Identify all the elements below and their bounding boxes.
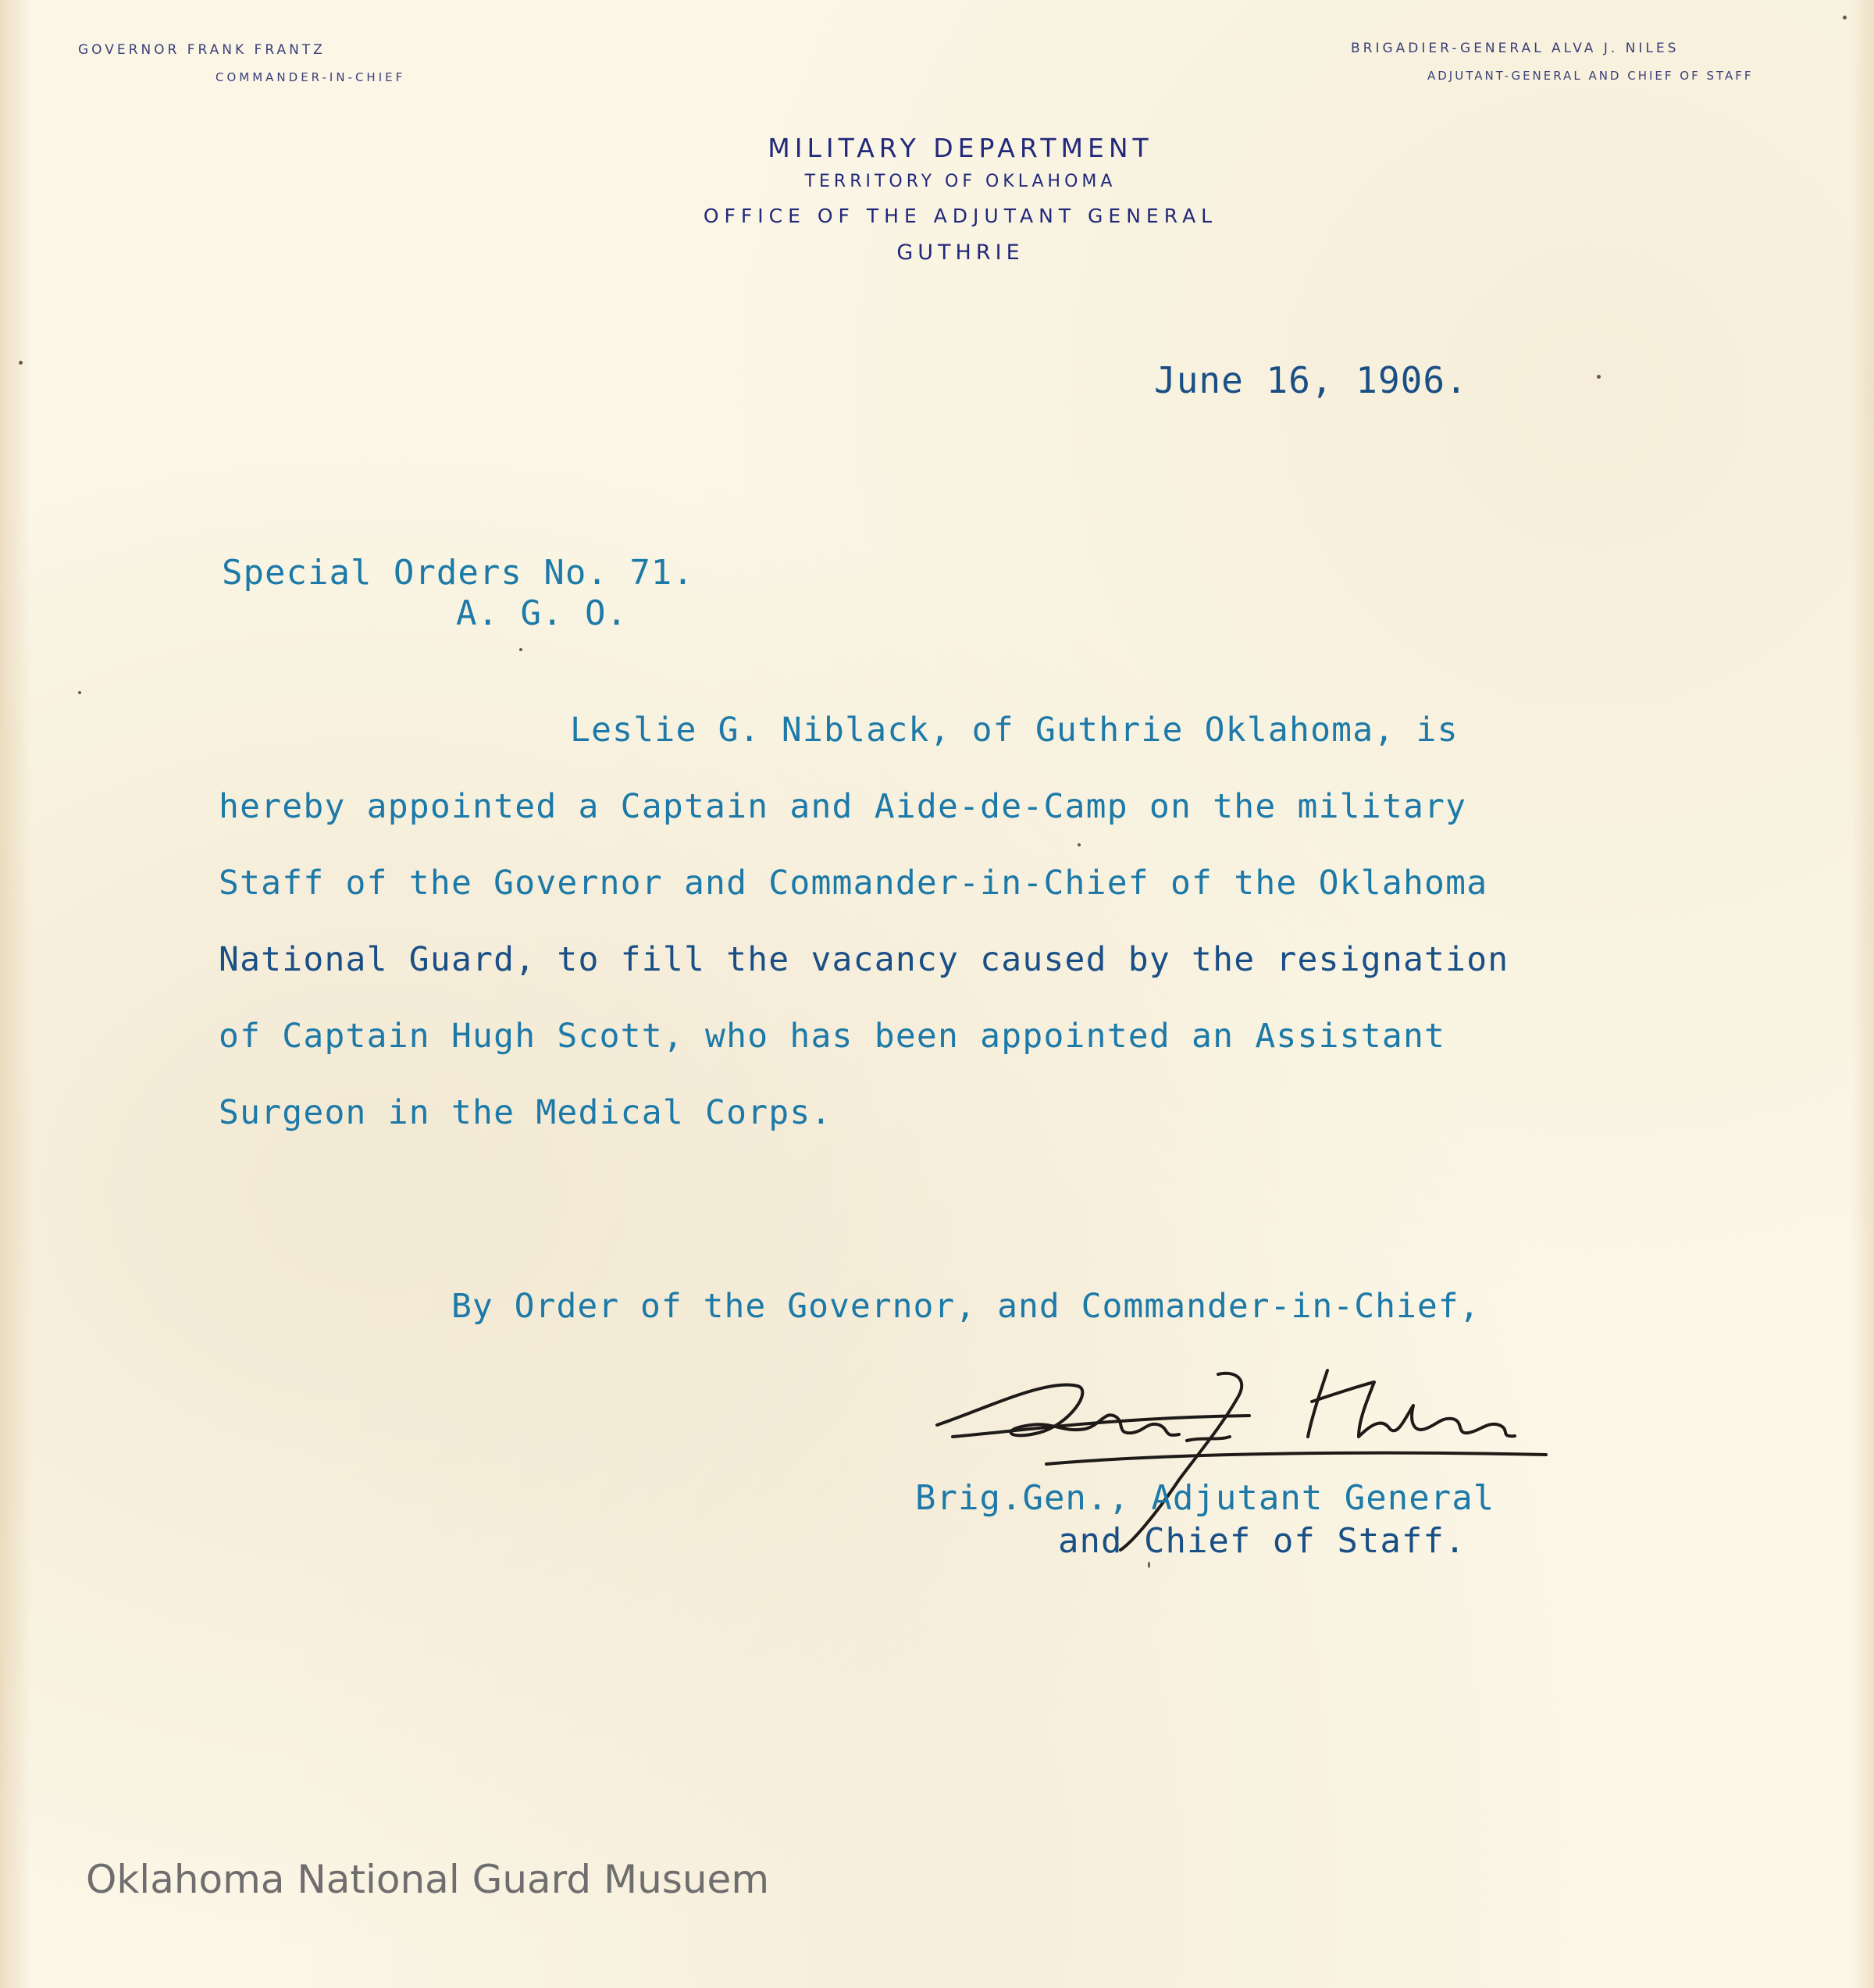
office-abbreviation: A. G. O. — [456, 593, 628, 633]
body-line: National Guard, to fill the vacancy caused by the resignation — [219, 940, 1509, 979]
territory-line: TERRITORY OF OKLAHOMA — [804, 172, 1117, 191]
order-authority: By Order of the Governor, and Commander-in-Chief, — [451, 1287, 1480, 1326]
body-line: Surgeon in the Medical Corps. — [219, 1093, 832, 1132]
general-title: ADJUTANT-GENERAL AND CHIEF OF STAFF — [1427, 69, 1754, 83]
paper-speck — [1148, 1562, 1150, 1568]
body-line: hereby appointed a Captain and Aide-de-Camp on the military — [219, 787, 1467, 826]
department-heading: MILITARY DEPARTMENT — [768, 133, 1153, 163]
paper-speck — [1843, 16, 1847, 20]
letter-date: June 16, 1906. — [1154, 359, 1468, 401]
body-line: Staff of the Governor and Commander-in-Chief of the Oklahoma — [219, 864, 1488, 903]
paper-speck — [19, 361, 23, 365]
paper-edge-shadow — [0, 0, 31, 1988]
office-line: OFFICE OF THE ADJUTANT GENERAL — [703, 205, 1218, 227]
paper-speck — [1078, 843, 1081, 846]
order-number: Special Orders No. 71. — [222, 553, 694, 593]
paper-speck — [1597, 375, 1601, 379]
signer-title-continued: and Chief of Staff. — [1058, 1521, 1466, 1561]
paper-edge-shadow — [1851, 0, 1874, 1988]
signer-title: Brig.Gen., Adjutant General — [915, 1478, 1495, 1518]
paper-speck — [519, 648, 522, 651]
paper-speck — [78, 691, 81, 694]
general-name: BRIGADIER-GENERAL ALVA J. NILES — [1351, 41, 1680, 56]
governor-name: GOVERNOR FRANK FRANTZ — [78, 42, 326, 58]
governor-title: COMMANDER-IN-CHIEF — [216, 70, 406, 84]
watermark: Oklahoma National Guard Musuem — [86, 1857, 770, 1902]
city-line: GUTHRIE — [896, 240, 1024, 265]
body-line: Leslie G. Niblack, of Guthrie Oklahoma, is — [570, 711, 1459, 750]
body-line: of Captain Hugh Scott, who has been appointed an Assistant — [219, 1017, 1446, 1056]
